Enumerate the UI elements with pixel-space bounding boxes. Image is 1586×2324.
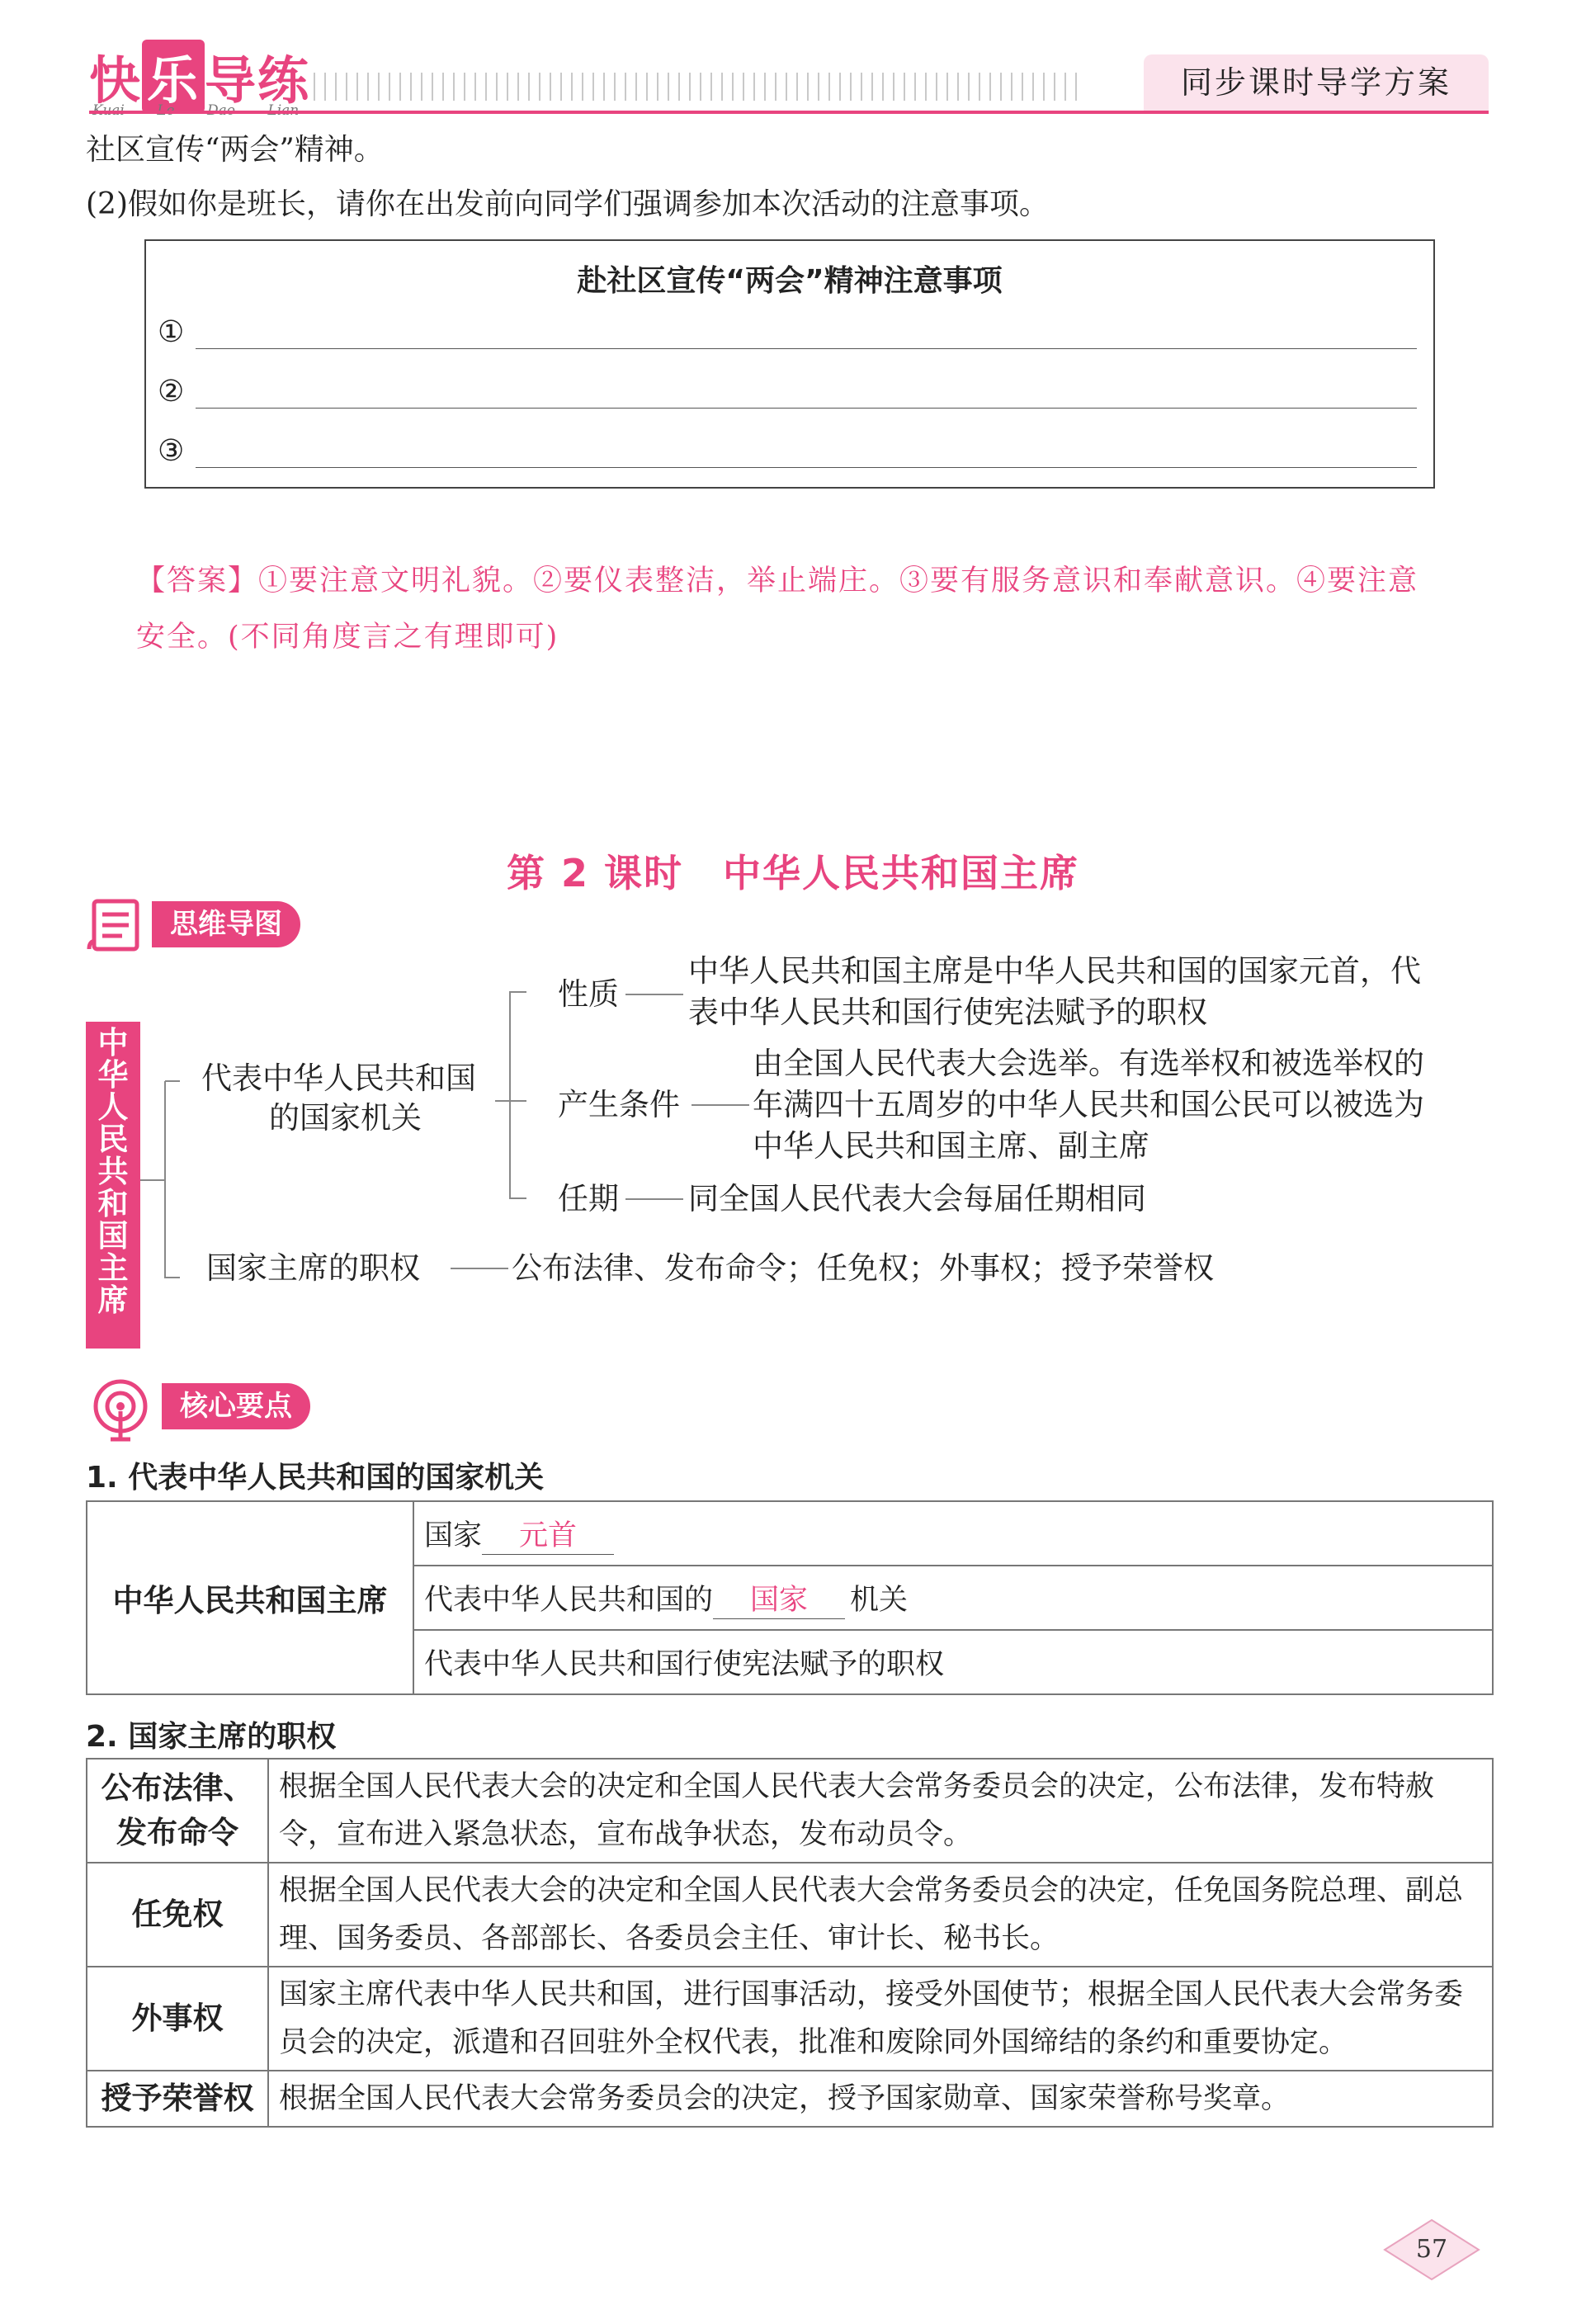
table1-cell-1 [413,1501,1493,1566]
table1-row2-fill[interactable]: 国家 [713,1577,845,1619]
table1-row1-fill[interactable]: 元首 [482,1513,614,1555]
mindmap-branch1-line2: 的国家机关 [269,1100,422,1136]
powers-label-1-l2: 发布命令 [116,1815,238,1850]
mindmap-branch2-connector [451,1268,508,1269]
logo-char-daolian: 导练 [205,50,311,111]
powers-label-4: 授予荣誉权 [87,2071,268,2127]
header-divider [89,111,1489,114]
mindmap-root-label: 中华人民共和国主席 [97,1025,129,1318]
mindmap-term-text: 同全国人民代表大会每届任期相同 [688,1181,1146,1216]
powers-label-2: 任免权 [87,1863,268,1967]
note-line-3[interactable] [196,467,1417,468]
mindmap-powers: 公布法律、发布命令；任免权；外事权；授予荣誉权 [512,1250,1214,1286]
mindmap-cond-label: 产生条件 [558,1087,680,1122]
powers-text-4: 根据全国人民代表大会常务委员会的决定，授予国家勋章、国家荣誉称号奖章。 [268,2071,1493,2127]
table1-row2-suffix: 机关 [850,1583,909,1617]
powers-label-1-l1: 公布法律、 [101,1770,254,1806]
table-state-organ [86,1500,1494,1695]
table1-row2-prefix: 代表中华人民共和国的 [424,1583,714,1617]
notes-box-title: 赴社区宣传“两会”精神注意事项 [577,264,1003,298]
note-marker-3: ③ [158,434,185,468]
mindmap-branch2: 国家主席的职权 [206,1250,420,1286]
powers-label-3: 外事权 [87,1967,268,2071]
table-powers [86,1758,1494,2128]
mindmap-cond-connector [692,1104,749,1106]
book-title: 同步课时导学方案 [1144,54,1489,111]
header-tick-decoration [314,73,1081,101]
powers-text-3: 国家主席代表中华人民共和国，进行国事活动，接受外国使节；根据全国人民代表大会常务委员会的决定，派遣和召回驻外全权代表，批准和废除同外国缔结的条约和重要协定。 [268,1967,1493,2071]
answer-line-2: 安全。(不同角度言之有理即可) [136,621,559,654]
mindmap-nature-line2: 表中华人民共和国行使宪法赋予的职权 [688,994,1207,1030]
mindmap-icon [86,898,145,959]
table-row [87,1501,1493,1566]
table-row [87,1759,1493,1863]
table1-row1-prefix: 国家 [424,1519,483,1552]
mindmap-branch1-line1: 代表中华人民共和国 [201,1060,476,1096]
intro-line: 社区宣传“两会”精神。 [86,133,384,167]
table-row [87,2071,1493,2127]
mindmap-cond-line2: 年满四十五周岁的中华人民共和国公民可以被选为 [753,1087,1424,1122]
logo-char-le: 乐 [142,40,205,113]
table-row [87,1863,1493,1967]
answer-line-1: 【答案】①要注意文明礼貌。②要仪表整洁，举止端庄。③要有服务意识和奉献意识。④要注意 [136,564,1419,598]
table1-label: 中华人民共和国主席 [87,1501,413,1694]
powers-label-1 [87,1759,268,1863]
table1-cell-2 [413,1566,1493,1630]
question-2: (2)假如你是班长，请你在出发前向同学们强调参加本次活动的注意事项。 [86,187,1049,221]
mindmap-nature-label: 性质 [558,976,619,1012]
table-row [87,1967,1493,2071]
mindmap-nature-connector [625,994,683,995]
core-points-icon [86,1375,155,1448]
mindmap-cond-line3: 中华人民共和国主席、副主席 [753,1128,1149,1164]
powers-text-2: 根据全国人民代表大会的决定和全国人民代表大会常务委员会的决定，任免国务院总理、副总理、国务委员、各部部长、各委员会主任、审计长、秘书长。 [268,1863,1493,1967]
logo-char-kuai: 快 [89,50,143,111]
notes-box [144,239,1435,489]
mindmap-term-label: 任期 [558,1181,619,1216]
mindmap-term-connector [625,1198,683,1200]
note-line-1[interactable] [196,348,1417,349]
table1-cell-3: 代表中华人民共和国行使宪法赋予的职权 [413,1630,1493,1694]
powers-text-1: 根据全国人民代表大会的决定和全国人民代表大会常务委员会的决定，公布法律，发布特赦令，宣布进入紧急状态，宣布战争状态，发布动员令。 [268,1759,1493,1863]
note-line-2[interactable] [196,408,1417,409]
page-number: 57 [1415,2235,1448,2264]
mindmap-cond-line1: 由全国人民代表大会选举。有选举权和被选举权的 [753,1046,1424,1081]
core-points-tag: 核心要点 [162,1383,310,1429]
section1-title: 1. 代表中华人民共和国的国家机关 [86,1461,545,1495]
lesson-title: 第 2 课时 中华人民共和国主席 [506,851,1080,895]
mindmap-tag: 思维导图 [152,901,300,947]
mindmap-root [86,1022,140,1349]
section2-title: 2. 国家主席的职权 [86,1720,337,1754]
note-marker-1: ① [158,315,185,349]
note-marker-2: ② [158,375,185,409]
mindmap-nature-line1: 中华人民共和国主席是中华人民共和国的国家元首，代 [688,953,1421,989]
